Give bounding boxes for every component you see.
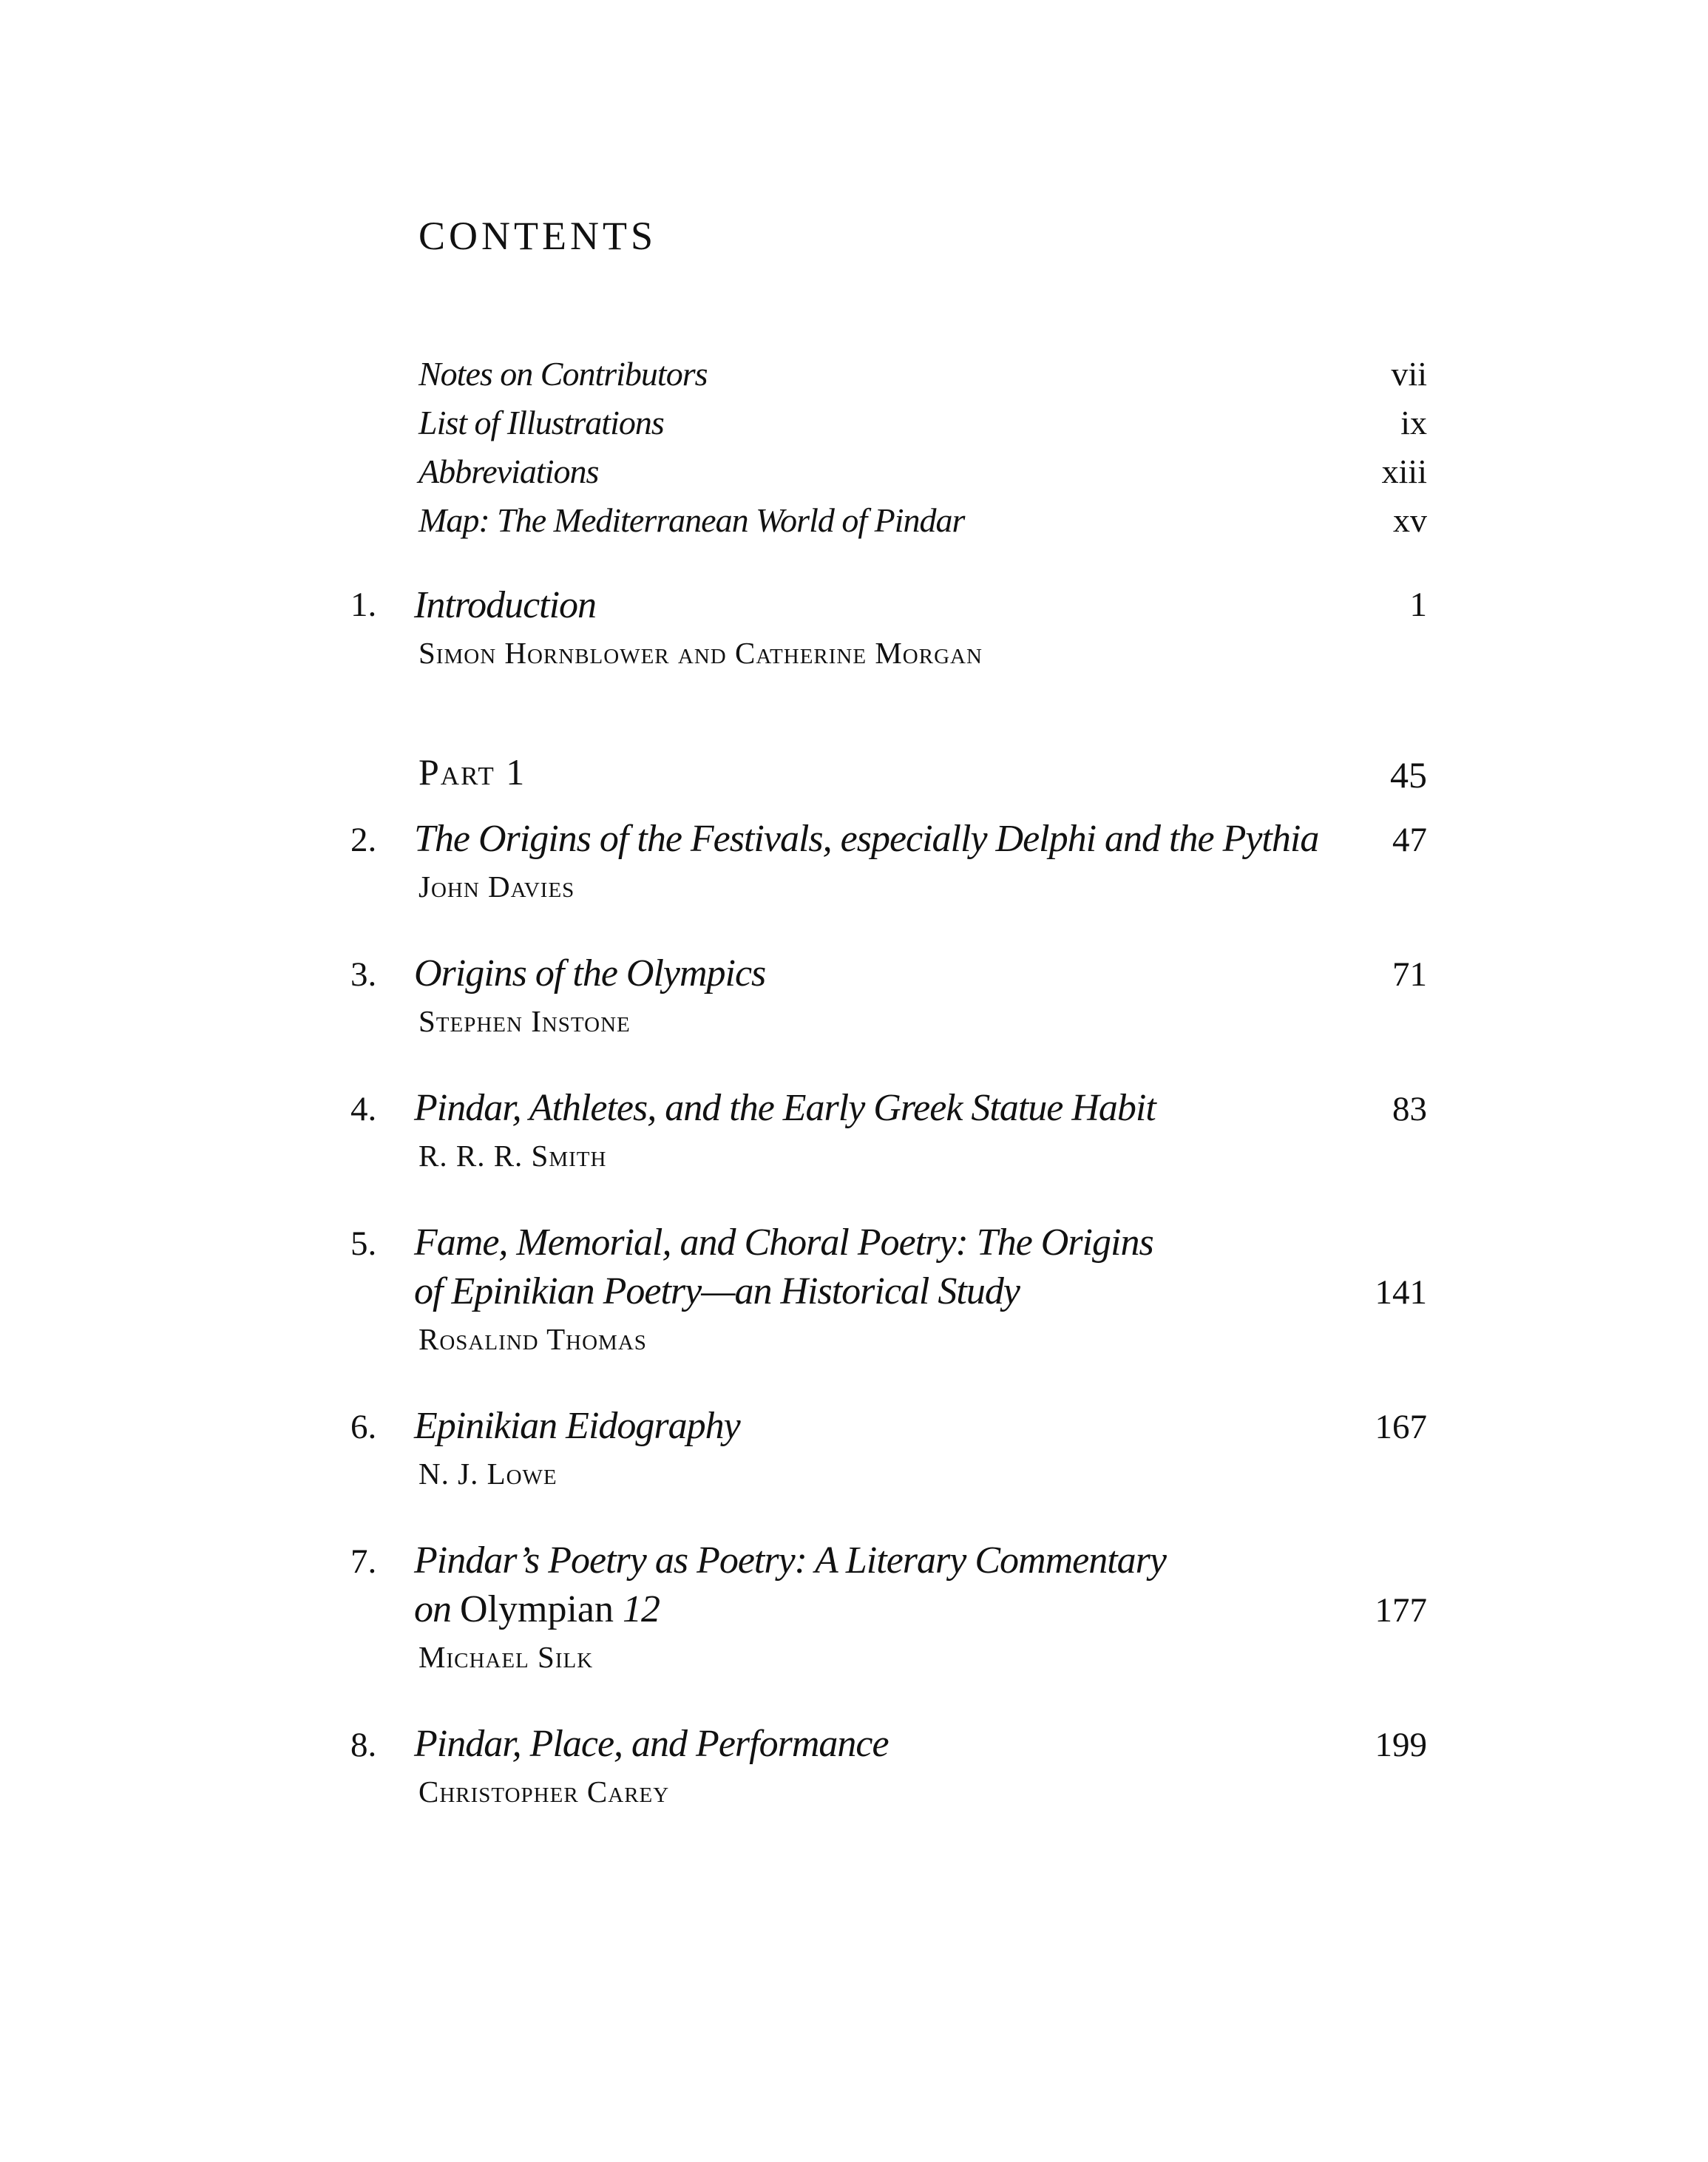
work-title: Olympian bbox=[460, 1588, 614, 1630]
chapter-author: Michael Silk bbox=[418, 1640, 594, 1674]
chapter-number: 4. bbox=[350, 1090, 377, 1128]
chapter-page: 71 bbox=[1392, 955, 1427, 994]
chapter-page: 47 bbox=[1392, 821, 1427, 859]
chapter-page: 199 bbox=[1375, 1726, 1427, 1764]
chapter-page: 83 bbox=[1392, 1090, 1427, 1128]
chapter-title: The Origins of the Festivals, especially Delphi and the Pythia bbox=[414, 818, 1319, 860]
front-matter-item bbox=[418, 402, 1427, 447]
chapter-number: 8. bbox=[350, 1726, 377, 1764]
part-label: Part 1 bbox=[418, 751, 526, 793]
chapter-page: 167 bbox=[1375, 1408, 1427, 1446]
chapter-author: Stephen Instone bbox=[418, 1004, 631, 1038]
chapter-author: Simon Hornblower and Catherine Morgan bbox=[418, 636, 983, 670]
front-matter-title: List of Illustrations bbox=[418, 404, 664, 441]
chapter-number: 1. bbox=[350, 586, 377, 624]
front-matter-title: Abbreviations bbox=[418, 453, 599, 490]
front-matter-page: xv bbox=[1393, 501, 1427, 539]
chapter-author: Rosalind Thomas bbox=[418, 1322, 647, 1356]
front-matter-item bbox=[418, 500, 1427, 544]
chapter-number: 6. bbox=[350, 1408, 377, 1446]
chapter-title-line: Pindar’s Poetry as Poetry: A Literary Commentary bbox=[414, 1539, 1166, 1582]
front-matter-title: Map: The Mediterranean World of Pindar bbox=[418, 501, 965, 539]
chapter-page: 1 bbox=[1409, 586, 1427, 624]
chapter-title: Introduction bbox=[414, 584, 597, 626]
front-matter-item bbox=[418, 451, 1427, 495]
chapter-author: Christopher Carey bbox=[418, 1775, 670, 1809]
title-suffix: 12 bbox=[613, 1588, 660, 1630]
chapter-author: R. R. R. Smith bbox=[418, 1139, 607, 1173]
chapter-page: 177 bbox=[1375, 1591, 1427, 1630]
chapter-page: 141 bbox=[1375, 1273, 1427, 1312]
front-matter-title: Notes on Contributors bbox=[418, 355, 708, 393]
chapter-title: Pindar, Place, and Performance bbox=[414, 1723, 889, 1765]
chapter-title: Origins of the Olympics bbox=[414, 952, 766, 994]
front-matter-page: ix bbox=[1400, 404, 1427, 441]
front-matter-page: xiii bbox=[1381, 453, 1427, 490]
front-matter-item bbox=[418, 353, 1427, 398]
chapter-author: John Davies bbox=[418, 870, 575, 904]
chapter-title-line: Fame, Memorial, and Choral Poetry: The Origins bbox=[414, 1221, 1153, 1264]
chapter-title: Pindar, Athletes, and the Early Greek Statue Habit bbox=[414, 1087, 1156, 1129]
chapter-number: 5. bbox=[350, 1224, 377, 1263]
chapter-title-line bbox=[414, 1585, 1324, 1634]
title-prefix: on bbox=[414, 1588, 460, 1630]
chapter-number: 2. bbox=[350, 821, 377, 859]
part-page: 45 bbox=[1390, 754, 1427, 796]
front-matter-page: vii bbox=[1391, 355, 1427, 393]
chapter-number: 3. bbox=[350, 955, 377, 994]
page-title: CONTENTS bbox=[418, 214, 657, 258]
chapter-title: Epinikian Eidography bbox=[414, 1405, 740, 1447]
chapter-number: 7. bbox=[350, 1542, 377, 1581]
chapter-title-line: of Epinikian Poetry—an Historical Study bbox=[414, 1270, 1020, 1312]
chapter-author: N. J. Lowe bbox=[418, 1457, 558, 1491]
